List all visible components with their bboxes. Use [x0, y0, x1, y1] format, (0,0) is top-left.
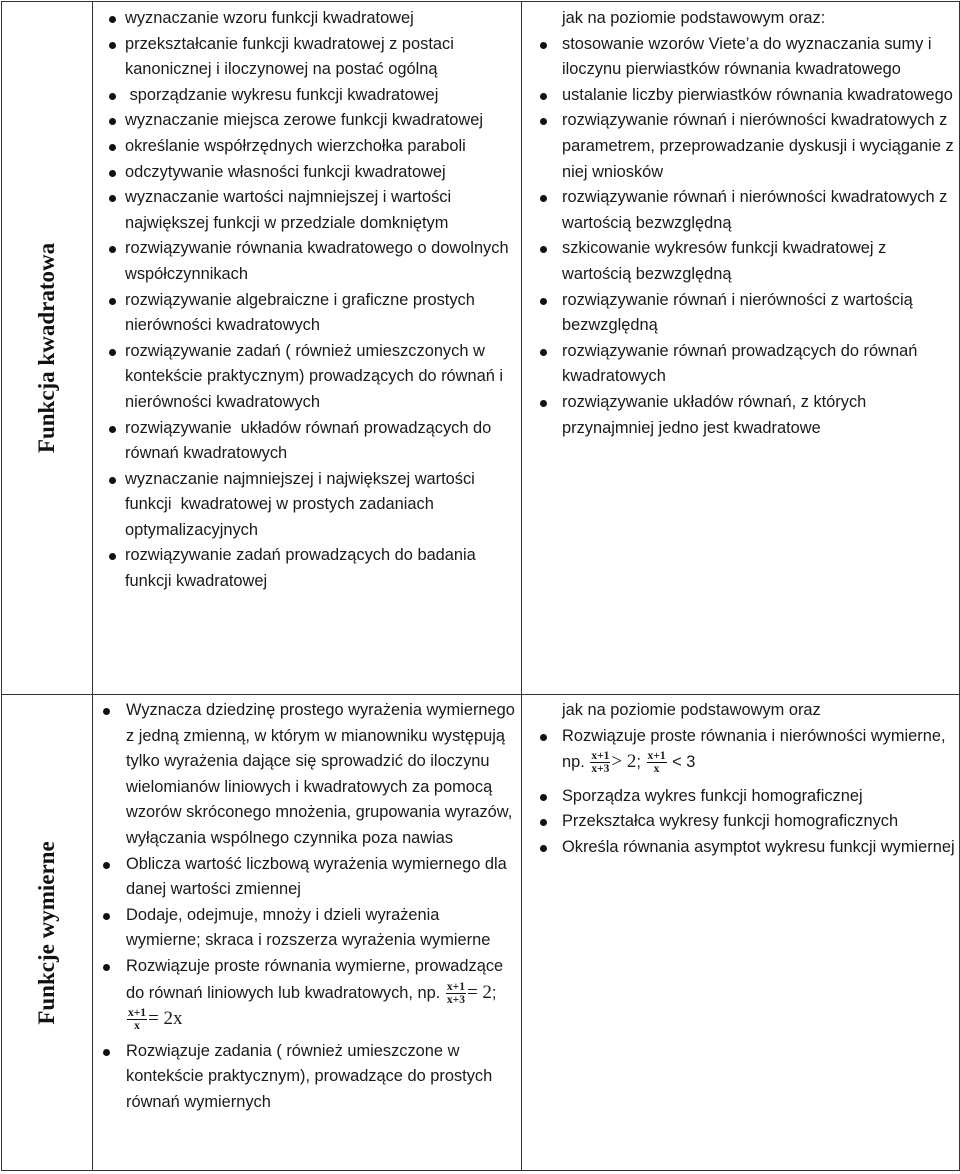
row-label-cell — [2, 2, 93, 695]
list-item: rozwiązywanie równań prowadzących do równań kwadratowych — [522, 339, 955, 390]
list-item: rozwiązywanie układów równań prowadzących do równań kwadratowych — [93, 416, 515, 467]
bullet-icon — [109, 170, 116, 177]
bullet-icon — [109, 246, 116, 253]
bullet-icon — [540, 845, 547, 852]
list-item: wyznaczanie wzoru funkcji kwadratowej — [93, 6, 515, 32]
basic-list — [93, 695, 521, 1116]
bullet-icon — [103, 964, 110, 971]
bullet-icon — [540, 195, 547, 202]
row-rational — [2, 695, 960, 1171]
bullet-icon — [540, 400, 547, 407]
bullet-icon — [103, 1049, 110, 1056]
row-quadratic — [2, 2, 960, 695]
list-item: rozwiązywanie układów równań, z których przynajmniej jedno jest kwadratowe — [522, 390, 955, 441]
list-item: rozwiązywanie równań i nierówności z wartością bezwzględną — [522, 288, 955, 339]
list-item: wyznaczanie wartości najmniejszej i wartości największej funkcji w przedziale domkniętym — [93, 185, 515, 236]
bullet-icon — [540, 794, 547, 801]
list-item: rozwiązywanie algebraiczne i graficzne prostych nierówności kwadratowych — [93, 288, 515, 339]
bullet-icon — [109, 298, 116, 305]
row-label-cell — [2, 695, 93, 1171]
row-label: Funkcje wymierne — [34, 840, 59, 1025]
basic-list — [93, 2, 521, 595]
bullet-icon — [109, 426, 116, 433]
bullet-icon — [540, 298, 547, 305]
row-label: Funkcja kwadratowa — [34, 242, 59, 454]
list-item: rozwiązywanie zadań prowadzących do badania funkcji kwadratowej — [93, 543, 515, 594]
bullet-icon — [109, 477, 116, 484]
fraction-formula: $\frac{x+1}{x}$ — [647, 750, 666, 776]
bullet-icon — [109, 42, 116, 49]
basic-requirements-cell — [93, 695, 522, 1171]
bullet-icon — [109, 16, 116, 23]
list-item: przekształcanie funkcji kwadratowej z postaci kanonicznej i iloczynowej na postać ogólną — [93, 32, 515, 83]
list-item: rozwiązywanie zadań ( również umieszczonych w kontekście praktycznym) prowadzących do równań i nierówności kwadratowych — [93, 339, 515, 416]
extended-list — [522, 32, 955, 442]
list-item: Sporządza wykres funkcji homograficznej — [522, 784, 955, 810]
list-item: Przekształca wykresy funkcji homograficznych — [522, 809, 955, 835]
bullet-icon — [540, 246, 547, 253]
extended-intro: jak na poziomie podstawowym oraz: — [562, 9, 826, 27]
bullet-icon — [103, 913, 110, 920]
list-item: szkicowanie wykresów funkcji kwadratowej z wartością bezwzględną — [522, 236, 955, 287]
bullet-icon — [540, 93, 547, 100]
bullet-icon — [109, 118, 116, 125]
list-item: Rozwiązuje proste równania wymierne, prowadzące do równań liniowych lub kwadratowych, np. $\frac{x+1}{x+3}$ = 2; $\frac{x+1}{x}$ = 2x — [93, 954, 517, 1033]
fraction-formula: $\frac{x+1}{x+3}$ — [591, 750, 610, 776]
list-item: Rozwiązuje proste równania i nierówności wymierne, np. $\frac{x+1}{x+3}$ > 2; $\frac{x+1}{x}$ < 3 — [522, 724, 955, 776]
bullet-icon — [540, 349, 547, 356]
bullet-icon — [109, 93, 116, 100]
list-item: Określa równania asymptot wykresu funkcji wymiernej — [522, 835, 955, 861]
bullet-icon — [109, 195, 116, 202]
list-item: Dodaje, odejmuje, mnoży i dzieli wyrażenia wymierne; skraca i rozszerza wyrażenia wymierne — [93, 903, 517, 954]
list-item: ustalanie liczby pierwiastków równania kwadratowego — [522, 83, 955, 109]
list-item: wyznaczanie miejsca zerowe funkcji kwadratowej — [93, 108, 515, 134]
list-item: rozwiązywanie równań i nierówności kwadratowych z wartością bezwzględną — [522, 185, 955, 236]
basic-requirements-cell — [93, 2, 522, 695]
fraction-formula: $\frac{x+1}{x}$ — [128, 1007, 147, 1033]
list-item: wyznaczanie najmniejszej i największej wartości funkcji kwadratowej w prostych zadaniach optymalizacyjnych — [93, 467, 515, 544]
list-item: określanie współrzędnych wierzchołka paraboli — [93, 134, 515, 160]
list-item: rozwiązywanie równania kwadratowego o dowolnych współczynnikach — [93, 236, 515, 287]
bullet-icon — [109, 553, 116, 560]
bullet-icon — [109, 144, 116, 151]
curriculum-table — [1, 1, 960, 1171]
bullet-icon — [540, 42, 547, 49]
list-item: Oblicza wartość liczbową wyrażenia wymiernego dla danej wartości zmiennej — [93, 852, 517, 903]
list-item: stosowanie wzorów Viete’a do wyznaczania sumy i iloczynu pierwiastków równania kwadratowego — [522, 32, 955, 83]
list-item: Wyznacza dziedzinę prostego wyrażenia wymiernego z jedną zmienną, w którym w mianowniku występują tylko wyrażenia dające się sprowadzić do iloczynu wielomianów liniowych i kwadratowych za pomocą wzorów skróconego mnożenia, grupowania wyrazów, wyłączania wspólnego czynnika poza nawias — [93, 698, 517, 852]
fraction-formula: $\frac{x+1}{x+3}$ — [446, 980, 465, 1006]
list-item: odczytywanie własności funkcji kwadratowej — [93, 160, 515, 186]
extended-intro: jak na poziomie podstawowym oraz — [562, 701, 821, 719]
bullet-icon — [540, 734, 547, 741]
bullet-icon — [103, 708, 110, 715]
extended-requirements-cell — [522, 2, 960, 695]
bullet-icon — [103, 862, 110, 869]
extended-list — [522, 724, 955, 861]
bullet-icon — [540, 118, 547, 125]
bullet-icon — [540, 819, 547, 826]
bullet-icon — [109, 349, 116, 356]
extended-requirements-cell — [522, 695, 960, 1171]
list-item: sporządzanie wykresu funkcji kwadratowej — [93, 83, 515, 109]
list-item: rozwiązywanie równań i nierówności kwadratowych z parametrem, przeprowadzanie dyskusji i wyciąganie z niej wniosków — [522, 108, 955, 185]
list-item: Rozwiązuje zadania ( również umieszczone w kontekście praktycznym), prowadzące do prostych równań wymiernych — [93, 1039, 517, 1116]
